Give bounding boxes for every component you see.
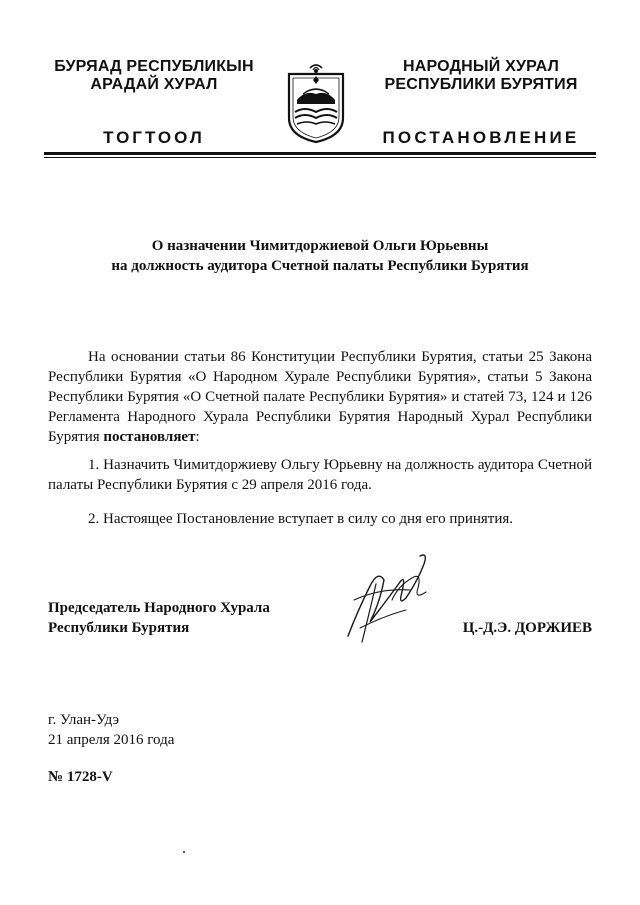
signatory-position <box>48 598 270 638</box>
document-date: 21 апреля 2016 года <box>48 732 175 748</box>
header-right <box>370 58 592 148</box>
header-right-line2: РЕСПУБЛИКИ БУРЯТИЯ <box>384 76 578 93</box>
scan-speck <box>183 851 185 853</box>
header-left-doc-type: ТОГТООЛ <box>103 128 205 147</box>
document-city: г. Улан-Удэ <box>48 712 120 728</box>
header-divider-thin <box>44 157 596 158</box>
title-line2: на должность аудитора Счетной палаты Республики Бурятия <box>111 258 529 274</box>
header-left-line2: АРАДАЙ ХУРАЛ <box>90 76 218 93</box>
header-left-line1: БУРЯАД РЕСПУБЛИКЫН <box>54 58 254 75</box>
header-right-line1: НАРОДНЫЙ ХУРАЛ <box>402 58 560 75</box>
place-and-date <box>48 710 174 750</box>
handwritten-signature <box>340 540 440 650</box>
preamble-text: На основании статьи 86 Конституции Республики Бурятия, статьи 25 Закона Республики Бурятия «О Народном Хурале Республики Бурятия», статьи 5 Закона Республики Бурятия «О Счетной палате Республики Бурятия» и статей 73, 124 и 126 Регламента Народного Хурала Республики Бурятия Народный Хурал Республики Бурятия <box>48 349 592 445</box>
preamble-paragraph <box>48 347 592 447</box>
preamble-keyword: постановляет <box>103 429 196 445</box>
preamble-end: : <box>195 429 200 445</box>
signatory-position-line1: Председатель Народного Хурала <box>48 600 270 616</box>
signatory-position-line2: Республики Бурятия <box>48 620 190 636</box>
document-title <box>44 236 596 276</box>
document-number: № 1728-V <box>48 769 113 785</box>
header-right-doc-type: ПОСТАНОВЛЕНИЕ <box>382 128 580 147</box>
header-left <box>44 58 264 148</box>
resolution-item-2: 2. Настоящее Постановление вступает в силу со дня его принятия. <box>88 511 514 527</box>
signatory-name: Ц.-Д.Э. ДОРЖИЕВ <box>462 620 592 636</box>
resolution-item-1: 1. Назначить Чимитдоржиеву Ольгу Юрьевну на должность аудитора Счетной палаты Республики Бурятия с 29 апреля 2016 года. <box>48 457 592 493</box>
title-line1: О назначении Чимитдоржиевой Ольги Юрьевны <box>151 238 489 254</box>
header-divider-thick <box>44 152 596 155</box>
coat-of-arms-icon <box>283 60 349 144</box>
